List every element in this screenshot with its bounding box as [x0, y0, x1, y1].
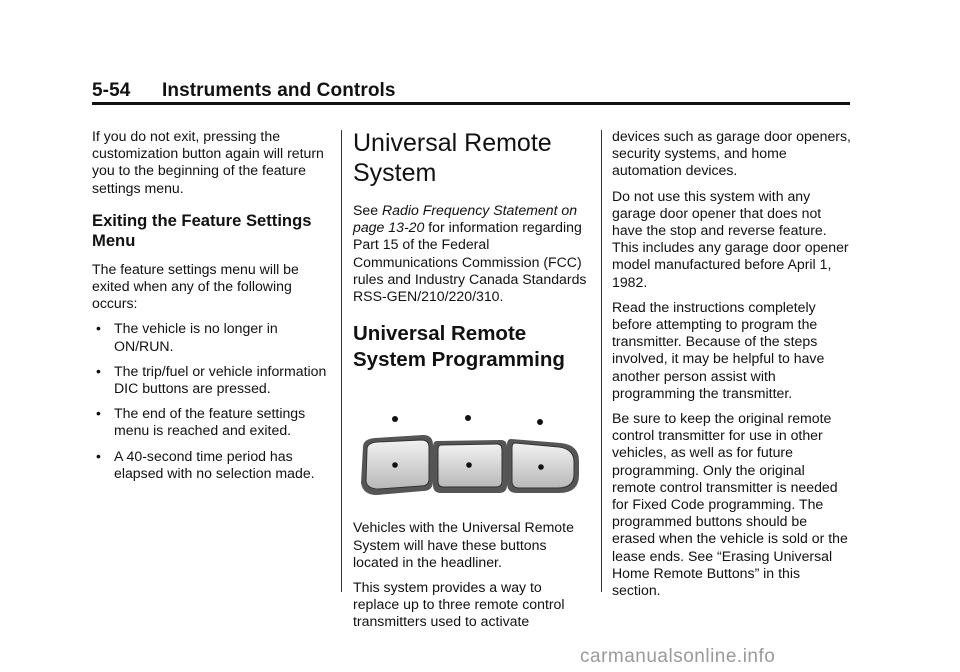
remote-buttons-illustration	[353, 413, 589, 497]
bullet-icon: •	[96, 320, 101, 337]
bullet-icon: •	[96, 447, 101, 464]
column-1	[92, 128, 332, 490]
programming-heading: Universal Remote System Programming	[353, 322, 565, 372]
exit-conditions-list	[92, 320, 332, 482]
list-item: • The trip/fuel or vehicle information DIC buttons are pressed.	[96, 362, 327, 397]
keep-transmitter-paragraph: Be sure to keep the original remote control transmitter for use in other vehicles, as well as for future programming. Only the original remote control transmitter is needed for Fixed Code programming. The programmed buttons should be erased when the vehicle is sold or the lease ends. See “Erasing Universal Home Remote Buttons” in this section.	[612, 410, 848, 599]
remote-button-1[interactable]	[361, 435, 433, 495]
header-rule	[92, 102, 850, 105]
remote-button-3[interactable]	[507, 439, 579, 493]
column-divider-1	[341, 130, 342, 592]
page-header	[92, 80, 396, 102]
figure-caption: Vehicles with the Universal Remote System will have these buttons located in the headliner.	[353, 519, 574, 570]
column-3	[612, 128, 852, 607]
bullet-icon: •	[96, 362, 101, 379]
system-description: This system provides a way to replace up to three remote control transmitters used to activate	[353, 579, 565, 630]
column-2	[353, 128, 591, 639]
column-divider-2	[601, 130, 602, 592]
universal-remote-title: Universal Remote System	[353, 129, 552, 187]
see-reference-paragraph: See Radio Frequency Statement on page 13-20 for information regarding Part 15 of the Federal Communications Commission (FCC) rules and Industry Canada Standards RSS-GEN/210/220/310.	[353, 202, 587, 305]
remote-button-2[interactable]	[433, 440, 507, 493]
cross-reference-link[interactable]: Radio Frequency Statement on page 13-20	[353, 202, 578, 236]
section-title: Instruments and Controls	[162, 80, 396, 101]
indicator-dot-icon	[392, 416, 398, 422]
list-item: • A 40-second time period has elapsed with no selection made.	[96, 447, 315, 481]
instructions-paragraph: Read the instructions completely before attempting to program the transmitter. Because of the steps involved, it may be helpful to have another person assist with programming the transmitter.	[612, 298, 825, 401]
exiting-paragraph: The feature settings menu will be exited when any of the following occurs:	[92, 260, 299, 312]
devices-paragraph: devices such as garage door openers, security systems, and home automation devices.	[612, 128, 851, 179]
bullet-icon: •	[96, 405, 101, 422]
list-item: • The vehicle is no longer in ON/RUN.	[96, 320, 278, 354]
indicator-dot-icon	[465, 415, 471, 421]
intro-paragraph: If you do not exit, pressing the customization button again will return you to the beginning of the feature settings menu.	[92, 128, 324, 196]
list-item: • The end of the feature settings menu is reached and exited.	[96, 405, 306, 439]
warning-paragraph: Do not use this system with any garage door opener that does not have the stop and reverse feature. This includes any garage door opener model manufactured before April 1, 1982.	[612, 187, 849, 290]
exiting-heading: Exiting the Feature Settings Menu	[92, 210, 312, 250]
watermark: carmanualsonline.info	[580, 646, 776, 667]
indicator-dot-icon	[537, 419, 543, 425]
page-number: 5-54	[92, 80, 131, 101]
